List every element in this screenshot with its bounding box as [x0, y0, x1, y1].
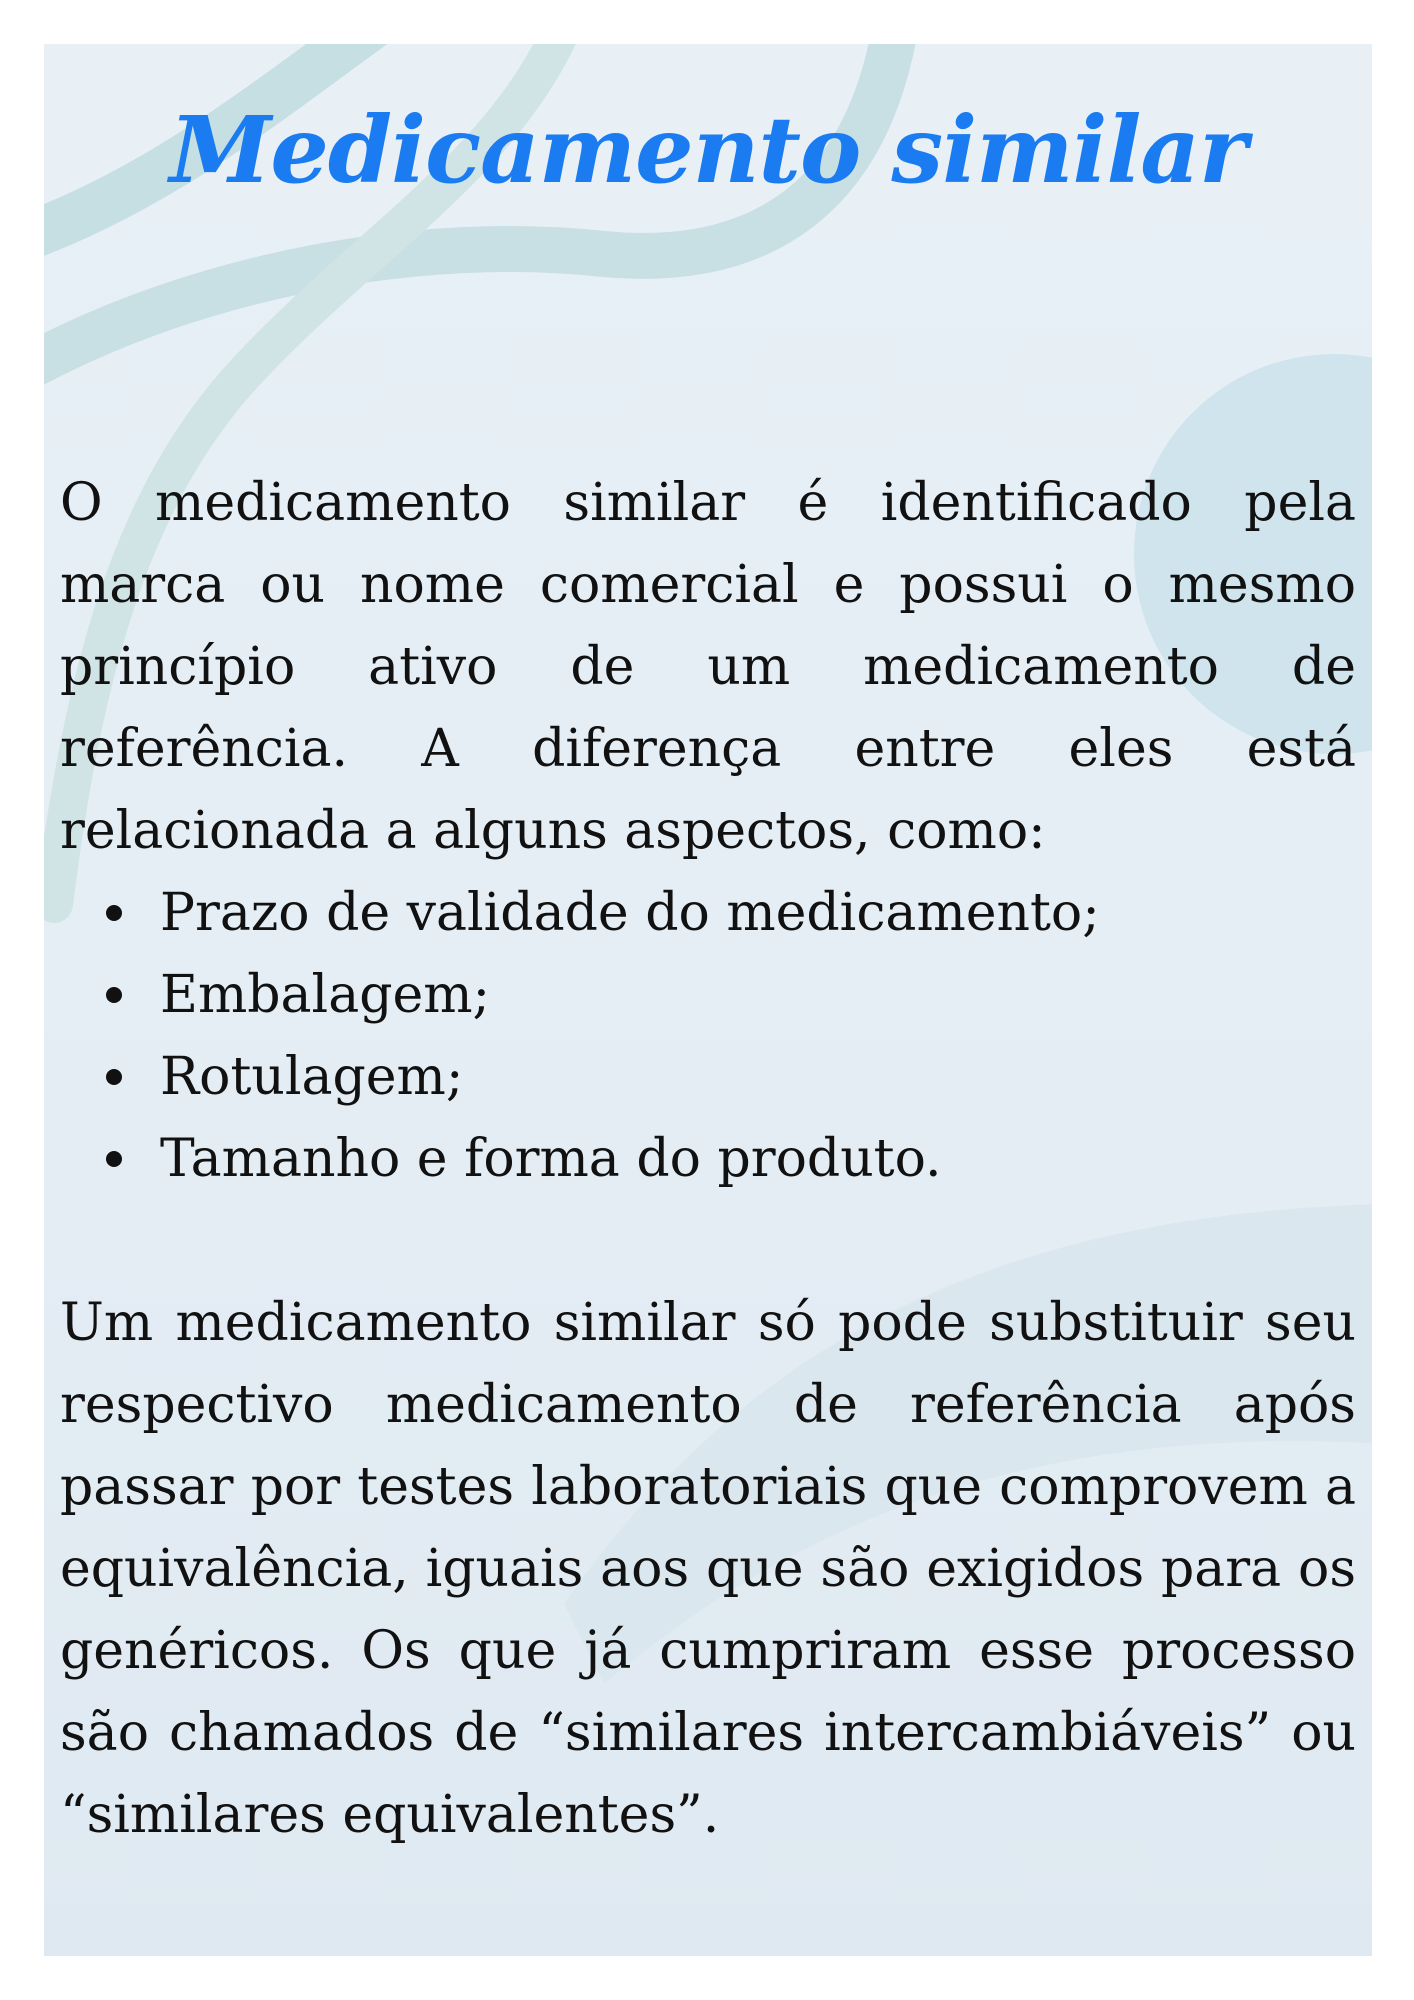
list-item	[60, 872, 1356, 954]
list-item-text: Prazo de validade do medicamento;	[160, 883, 1100, 943]
bullet-icon	[106, 987, 122, 1003]
bullet-icon	[106, 1151, 122, 1167]
list-item	[60, 1036, 1356, 1118]
bullet-icon	[106, 905, 122, 921]
page-title: Medicamento similar	[169, 96, 1247, 204]
intro-paragraph: O medicamento similar é identificado pela marca ou nome comercial e possui o mesmo princípio ativo de um medicamento de referência. A diferença entre eles está relacionada a alguns aspectos, como:	[60, 473, 1356, 861]
list-item	[60, 1118, 1356, 1200]
list-item-text: Rotulagem;	[160, 1047, 464, 1107]
page-card	[44, 44, 1372, 1956]
list-item	[60, 954, 1356, 1036]
substitution-paragraph: Um medicamento similar só pode substituir seu respectivo medicamento de referência após passar por testes laboratoriais que comprovem a equivalência, iguais aos que são exigidos para os genéricos. Os que já cumpriram esse processo são chamados de “similares intercambiáveis” ou “similares equivalentes”.	[60, 1293, 1356, 1845]
section-spacer	[60, 1200, 1356, 1282]
aspects-list	[60, 872, 1356, 1200]
body-content	[60, 462, 1356, 1856]
bullet-icon	[106, 1069, 122, 1085]
list-item-text: Embalagem;	[160, 965, 491, 1025]
list-item-text: Tamanho e forma do produto.	[160, 1129, 942, 1189]
